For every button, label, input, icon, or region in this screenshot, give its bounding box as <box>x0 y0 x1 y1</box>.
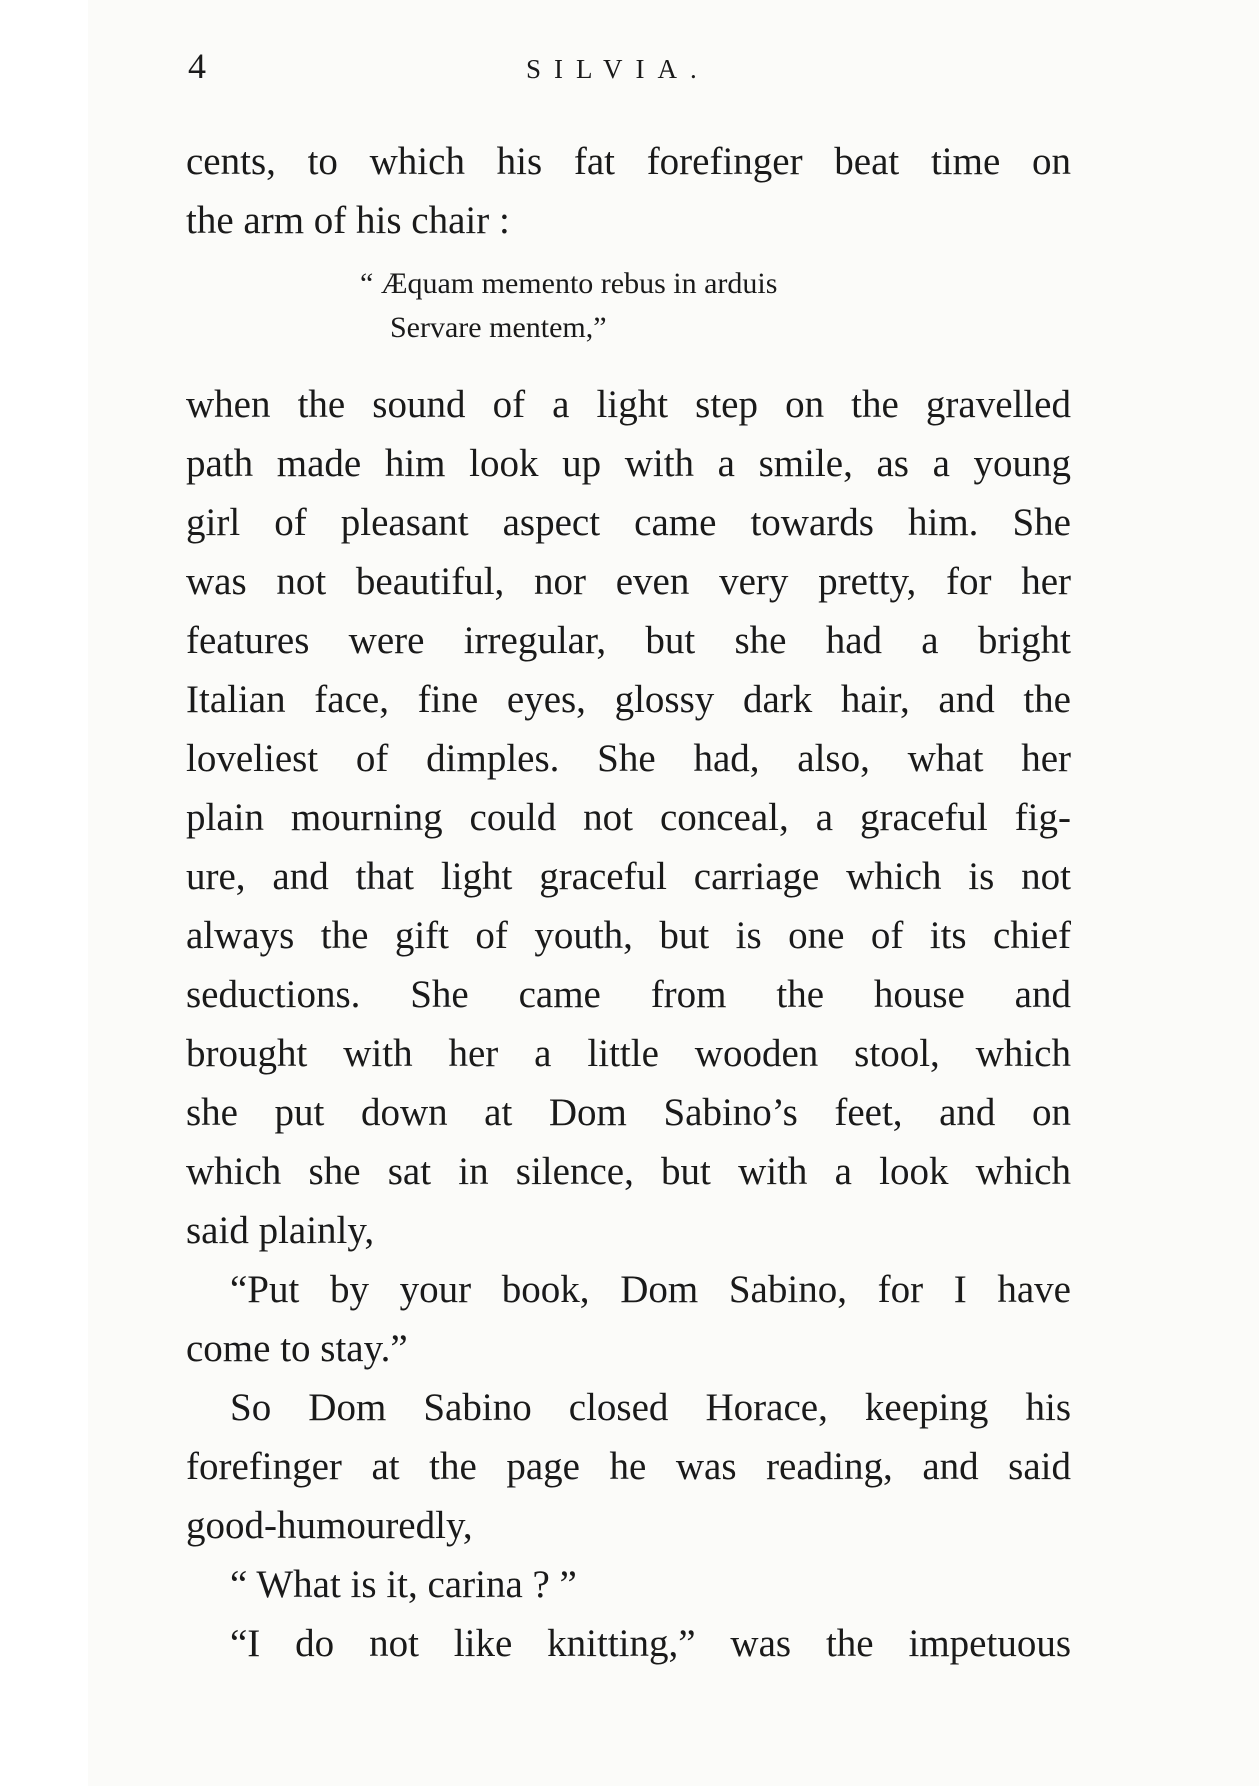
text-line: loveliest of dimples. She had, also, what her <box>186 737 1071 780</box>
text-line: the arm of his chair : <box>186 199 510 242</box>
paragraph-1 <box>186 132 1071 250</box>
text-line: brought with her a little wooden stool, which <box>186 1032 1071 1075</box>
text-line: was not beautiful, nor even very pretty, for her <box>186 560 1071 603</box>
text-line: seductions. She came from the house and <box>186 973 1071 1016</box>
text-line: “ What is it, carina ? ” <box>230 1563 577 1606</box>
text-line: “I do not like knitting,” was the impetuous <box>230 1622 1071 1665</box>
quotation-line: “ Æquam memento rebus in arduis <box>360 267 778 300</box>
text-line: ure, and that light graceful carriage which is not <box>186 855 1071 898</box>
text-line: cents, to which his fat forefinger beat time on <box>186 140 1071 183</box>
running-title: SILVIA. <box>526 54 710 84</box>
text-line: features were irregular, but she had a bright <box>186 619 1071 662</box>
page-number: 4 <box>188 46 206 86</box>
text-line: Italian face, fine eyes, glossy dark hair, and the <box>186 678 1071 721</box>
text-line: always the gift of youth, but is one of its chief <box>186 914 1071 957</box>
text-line: So Dom Sabino closed Horace, keeping his <box>230 1386 1071 1429</box>
text-line: when the sound of a light step on the gravelled <box>186 383 1071 426</box>
text-line: path made him look up with a smile, as a young <box>186 442 1071 485</box>
quotation-line: Servare mentem,” <box>390 311 607 344</box>
text-line: girl of pleasant aspect came towards him. She <box>186 501 1071 544</box>
text-line: which she sat in silence, but with a look which <box>186 1150 1071 1193</box>
text-line: said plainly, <box>186 1209 375 1252</box>
text-line: forefinger at the page he was reading, and said <box>186 1445 1071 1488</box>
body-continuation <box>186 375 1071 1673</box>
latin-quotation <box>360 262 777 350</box>
text-line: she put down at Dom Sabino’s feet, and on <box>186 1091 1071 1134</box>
text-line: “Put by your book, Dom Sabino, for I have <box>230 1268 1071 1311</box>
text-line: plain mourning could not conceal, a graceful fig- <box>186 796 1071 839</box>
text-line: come to stay.” <box>186 1327 408 1370</box>
text-line: good-humouredly, <box>186 1504 473 1547</box>
